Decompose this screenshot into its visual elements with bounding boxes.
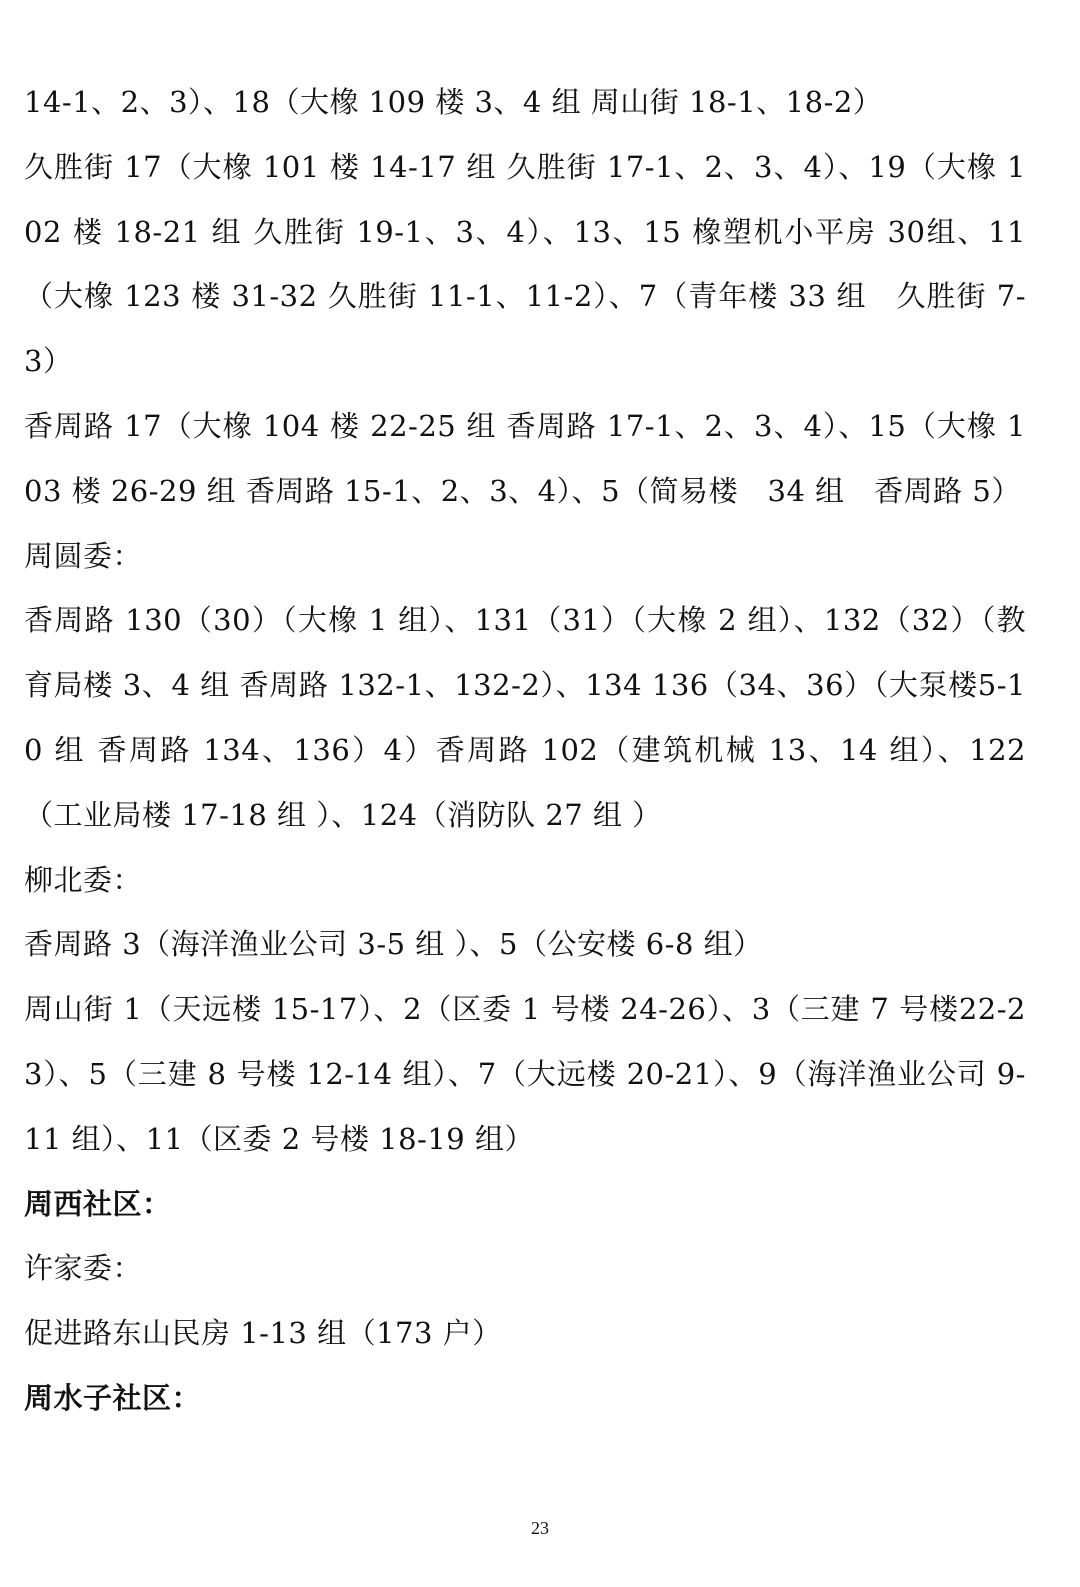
document-body xyxy=(24,70,1026,1431)
committee-label: 柳北委： xyxy=(24,862,143,897)
address-paragraph: 促进路东山民房 1-13 组（173 户） xyxy=(24,1316,502,1351)
address-paragraph: 久胜街 17（大橡 101 楼 14-17 组 久胜街 17-1、2、3、4）、19（大橡 102 楼 18-21 组 久胜街 19-1、3、4）、13、15 橡塑机小平房 30组、11（大橡 123 楼 31-32 久胜街 11-1、11-2）、7（青年楼 33 组 久胜街 7-3） xyxy=(24,149,1026,379)
address-paragraph: 香周路 17（大橡 104 楼 22-25 组 香周路 17-1、2、3、4）、15（大橡 103 楼 26-29 组 香周路 15-1、2、3、4）、5（简易楼 34 组 香周路 5） xyxy=(24,408,1026,508)
page-number: 23 xyxy=(531,1518,549,1538)
address-paragraph: 14-1、2、3）、18（大橡 109 楼 3、4 组 周山街 18-1、18-2） xyxy=(24,85,883,119)
community-heading: 周水子社区： xyxy=(24,1380,202,1415)
committee-label: 许家委： xyxy=(24,1251,143,1286)
address-paragraph: 香周路 130（30）（大橡 1 组）、131（31）（大橡 2 组）、132（32）（教育局楼 3、4 组 香周路 132-1、132-2）、134 136（34、36）（大泵楼5-10 组 香周路 134、136）4）香周路 102（建筑机械 13、14 组）、122（工业局楼 17-18 组 ）、124（消防队 27 组 ） xyxy=(24,603,1026,832)
community-heading: 周西社区： xyxy=(24,1186,172,1221)
address-paragraph: 周山街 1（天远楼 15-17）、2（区委 1 号楼 24-26）、3（三建 7 号楼22-23）、5（三建 8 号楼 12-14 组）、7（大远楼 20-21）、9（海洋渔业公司 9-11 组）、11（区委 2 号楼 18-19 组） xyxy=(24,992,1026,1156)
address-paragraph: 香周路 3（海洋渔业公司 3-5 组 ）、5（公安楼 6-8 组） xyxy=(24,927,763,962)
committee-label: 周圆委： xyxy=(24,538,143,573)
